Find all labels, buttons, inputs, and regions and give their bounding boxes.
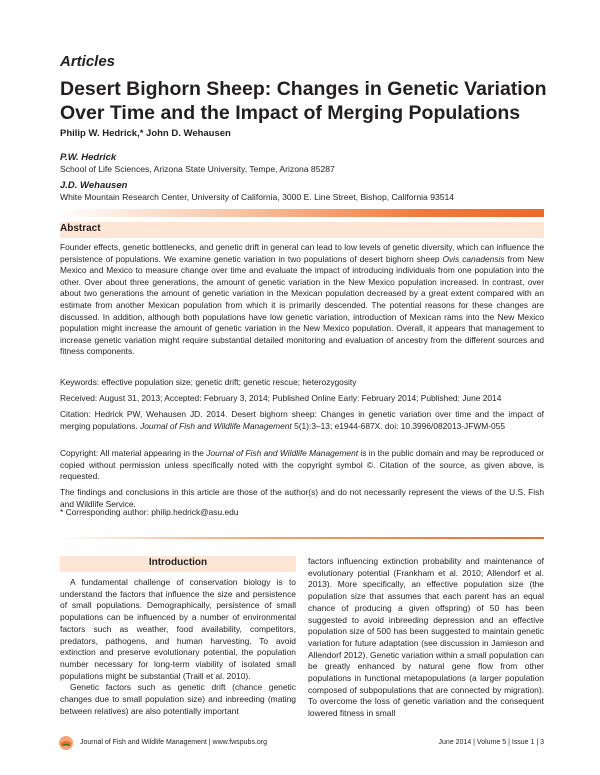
intro-paragraph-3: factors influencing extinction probability and maintenance of evolutionary potential (Frankham et al. 2010; Allendorf et al. 2013). More specifically, an effective population size (the population size that assumes that each parent has an equal chance of producing a given offspring) of 50 has been suggested to avoid inbreeding depression and an effective population size of 500 has been suggested to maintain genetic variation for future adaptation (see discussion in Jamieson and Allendorf 2012). Genetic variation within a small population can be greatly enhanced by natural gene flow from other populations in functional metapopulations (a larger population composed of subpopulations that are connected by migration). To overcome the loss of genetic variation and the consequent lowered fitness in small — [308, 556, 544, 719]
copyright-journal: Journal of Fish and Wildlife Management — [206, 448, 359, 458]
front-matter-divider — [60, 537, 544, 539]
author-list: Philip W. Hedrick,* John D. Wehausen — [60, 128, 231, 139]
copyright-suffix: is in the public domain and may be reproduced or copied without permission unless specifically noted with the copyright symbol ©. Citation of the source, as given above, is requested. — [60, 448, 544, 482]
intro-paragraph-1: A fundamental challenge of conservation biology is to understand the factors that influence the size and persistence of small populations. Demographically, persistence of small populations can be influenced by a number of environmental factors such as weather, food availability, competitors, predators, pathogens, and human harvesting. To avoid extinction and preserve evolutionary potential, the population number necessary for long-term viability of isolated small populations might be substantial (Traill et al. 2010). — [60, 577, 296, 681]
copyright-prefix: Copyright: All material appearing in the — [60, 448, 207, 458]
species-name: Ovis canadensis — [442, 253, 505, 264]
introduction-heading: Introduction — [148, 557, 208, 568]
abstract-text-part1: Founder effects, genetic bottlenecks, and genetic drift in general can lead to low levels of genetic diversity, which can influence the persistence of populations. We examine genetic variation in two populations of desert bighorn sheep — [60, 242, 544, 264]
citation-prefix: Citation: Hedrick PW, Wehausen JD. 2014. Desert bighorn sheep: Changes in genetic variation over time and the impact of merging populations. — [60, 409, 544, 431]
copyright — [60, 448, 544, 483]
affiliation-name-1: P.W. Hedrick — [60, 152, 117, 163]
introduction-heading-band — [60, 556, 296, 572]
footer-journal: Journal of Fish and Wildlife Management | www.fwspubs.org — [80, 739, 268, 746]
left-column — [60, 577, 296, 717]
abstract-text — [60, 242, 544, 358]
right-column — [308, 556, 544, 720]
abstract-heading-band — [60, 222, 544, 238]
citation-suffix: 5(1):3–13; e1944-687X. doi: 10.3996/082013-JFWM-055 — [291, 420, 506, 431]
article-title: Desert Bighorn Sheep: Changes in Genetic Variation Over Time and the Impact of Merging Populations — [60, 78, 547, 124]
section-label: Articles — [60, 53, 116, 70]
abstract-text-part2: from New Mexico and Mexico to measure change over time and evaluate the impact of introducing individuals from one population into the other. Over about three generations, the amount of genetic variation in the New Mexico population increased. In contrast, over about two generations the amount of genetic variation in the Mexican population decreased by a great extent compared with an estimate from another Mexican population from which it is primarily descended. The potential reasons for these changes are discussed. In addition, although both populations have low genetic variation, introduction of Mexican rams into the New Mexico population might increase the amount of genetic variation in the New Mexico population. Overall, it appears that management to increase genetic variation might require substantial detailed monitoring and evaluation of ancestry from the different sources and fitness components. — [60, 253, 544, 357]
affiliation-address-2: White Mountain Research Center, University of California, 3000 E. Line Street, Bishop, California 93514 — [60, 192, 455, 202]
affiliation-address-1: School of Life Sciences, Arizona State University, Tempe, Arizona 85287 — [60, 164, 335, 174]
journal-logo-icon — [58, 735, 74, 751]
dates: Received: August 31, 2013; Accepted: February 3, 2014; Published Online Early: February 2014; Published: June 2014 — [60, 393, 502, 403]
footer-issue: June 2014 | Volume 5 | Issue 1 | 3 — [438, 739, 544, 746]
citation — [60, 409, 544, 432]
citation-journal: Journal of Fish and Wildlife Management — [140, 420, 292, 431]
affiliation-name-2: J.D. Wehausen — [60, 180, 128, 191]
orange-divider — [60, 209, 544, 217]
intro-paragraph-2: Genetic factors such as genetic drift (chance genetic changes due to small population size) and inbreeding (mating between relatives) are also potentially important — [60, 682, 296, 716]
keywords: Keywords: effective population size; genetic drift; genetic rescue; heterozygosity — [60, 377, 357, 387]
abstract-heading: Abstract — [60, 223, 101, 234]
corresponding-author: * Corresponding author: philip.hedrick@asu.edu — [60, 507, 239, 517]
disclaimer: The findings and conclusions in this article are those of the author(s) and do not necessarily represent the views of the U.S. Fish and Wildlife Service. — [60, 487, 544, 509]
